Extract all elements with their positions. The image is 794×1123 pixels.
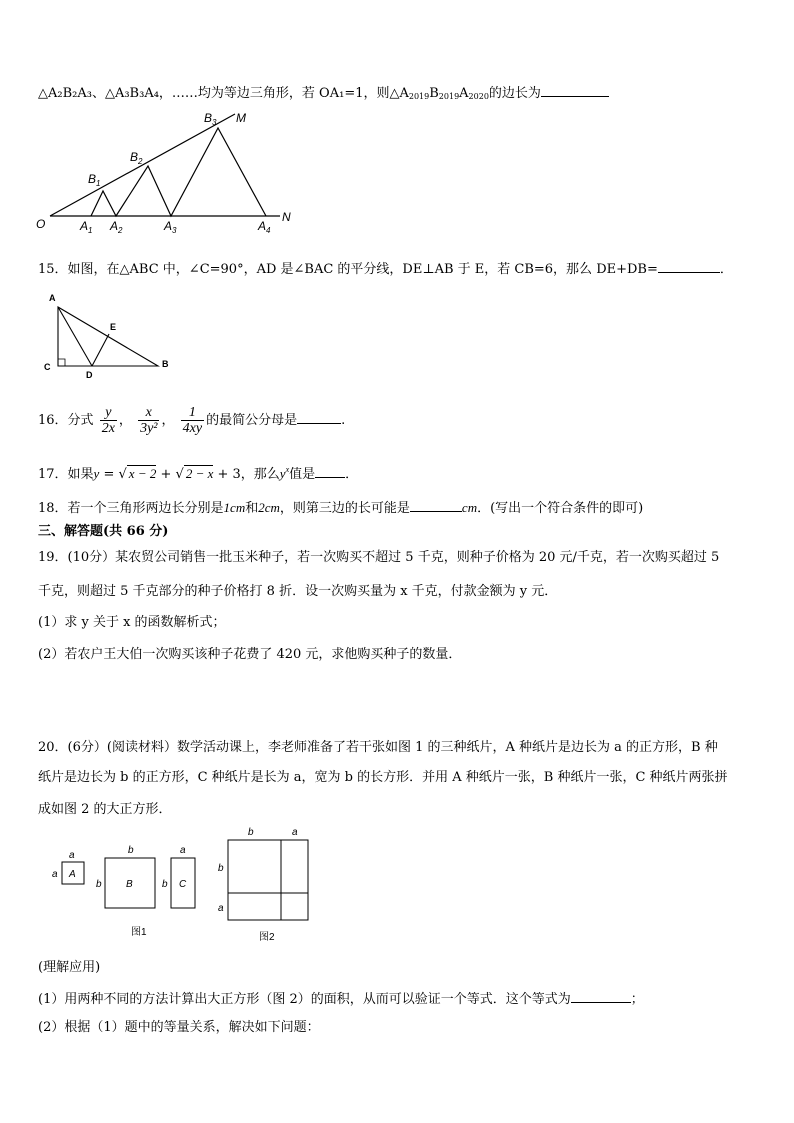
q15-answer-blank[interactable] <box>658 258 720 273</box>
fig2-top-a: a <box>292 827 298 838</box>
q20-part1-end: ； <box>630 992 644 1007</box>
q17-radicand2: 2 − x <box>185 466 214 481</box>
right-angle-mark <box>58 359 65 366</box>
tile-a-side-label: a <box>52 869 58 880</box>
q14-text-pre: △A₂B₂A₃、△A₃B₃A₄，……均为等边三角形，若 OA₁=1，则△A <box>38 86 409 101</box>
q20-part2: (2）根据（1）题中的等量关系，解决如下问题： <box>38 1020 320 1035</box>
q17-post: 值是 <box>289 467 316 482</box>
tile-b-top-label: b <box>128 845 134 856</box>
q17-text <box>38 460 358 485</box>
q17-end: ． <box>345 467 359 482</box>
fig2-top-b: b <box>248 827 254 838</box>
label-e: E <box>110 322 117 332</box>
q15-figure <box>40 290 180 380</box>
label-a: A <box>49 293 56 303</box>
label-b: B <box>162 359 169 369</box>
q18-post: ．(写出一个符合条件的即可) <box>477 501 644 516</box>
q20-part1 <box>38 988 644 1010</box>
tile-c-name: C <box>179 879 187 890</box>
label-b3-sub: 3 <box>212 118 217 127</box>
q16-frac3-num: 1 <box>188 405 196 420</box>
q17-sqrt1-icon: √ <box>118 467 127 482</box>
label-b3: B <box>204 111 213 125</box>
q18-answer-blank[interactable] <box>410 497 462 512</box>
q18-v1: 1cm <box>223 500 246 515</box>
label-a2-sub: 2 <box>118 226 123 235</box>
label-a4-sub: 4 <box>266 226 271 235</box>
q19-line2: 千克，则超过 5 千克部分的种子价格打 8 折．设一次购买量为 x 千克，付款金额为 y 元． <box>38 584 558 599</box>
label-b2-sub: 2 <box>138 157 143 166</box>
label-a3: A <box>164 219 173 233</box>
q18-and: 和 <box>245 501 259 516</box>
big-square <box>228 840 308 920</box>
fig2-side-b: b <box>218 863 224 874</box>
q16-frac1-den: 2x <box>101 421 115 436</box>
q18-unit: cm <box>461 500 478 515</box>
q15-text-main: 15．如图，在△ABC 中，∠C=90°，AD 是∠BAC 的平分线，DE⊥AB 于 E，若 CB=6，那么 DE+DB= <box>38 262 658 277</box>
q20-figure1 <box>45 840 215 945</box>
q18-v2: 2cm <box>258 500 280 515</box>
q17-yx-exp: x <box>285 465 290 474</box>
q15-text <box>38 258 733 280</box>
q17-y: y <box>93 466 100 481</box>
q16-frac3 <box>181 405 204 436</box>
q20-part1-text: (1）用两种不同的方法计算出大正方形（图 2）的面积，从而可以验证一个等式．这个等式为 <box>38 992 571 1007</box>
label-n: N <box>282 210 291 224</box>
q20-line3: 成如图 2 的大正方形． <box>38 802 172 817</box>
tile-c-side-label: b <box>162 879 168 890</box>
label-a1-sub: 1 <box>88 226 93 235</box>
segment-de <box>92 334 109 366</box>
q16-answer-blank[interactable] <box>297 409 341 424</box>
label-o: O <box>36 217 46 231</box>
q19-part2: (2）若农户王大伯一次购买该种子花费了 420 元，求他购买种子的数量． <box>38 647 462 662</box>
q14-figure <box>30 108 310 238</box>
q18-text <box>38 497 643 519</box>
q17-pre: 17．如果 <box>38 467 94 482</box>
triangle-chain <box>91 128 266 216</box>
label-d: D <box>86 370 93 380</box>
tile-a-top-label: a <box>69 850 75 861</box>
q16-post: 的最简公分母是 <box>206 413 298 428</box>
q16-sep1: ， <box>118 413 132 428</box>
section-3-title: 三、解答题(共 66 分) <box>38 524 169 539</box>
q20-apply: (理解应用) <box>38 960 101 975</box>
q14-answer-blank[interactable] <box>541 82 609 97</box>
label-a4: A <box>258 219 267 233</box>
q14-sub2: 2019 <box>438 92 460 101</box>
tile-c-top-label: a <box>180 845 186 856</box>
q16-frac2 <box>138 405 159 436</box>
q17-eq: = <box>99 467 119 482</box>
q16-frac2-num: x <box>145 405 152 420</box>
q14-sub3: 2020 <box>468 92 489 101</box>
label-a2: A <box>110 219 119 233</box>
q20-line2: 纸片是边长为 b 的正方形，C 种纸片是长为 a，宽为 b 的长方形．并用 A 种纸片一张，B 种纸片一张，C 种纸片两张拼 <box>38 770 728 785</box>
q19-part1: (1）求 y 关于 x 的函数解析式； <box>38 615 226 630</box>
q15-end: ． <box>719 262 733 277</box>
q18-pre: 18．若一个三角形两边长分别是 <box>38 501 224 516</box>
label-a1: A <box>80 219 89 233</box>
fig2-side-a: a <box>218 903 224 914</box>
q14-a: A <box>459 86 469 101</box>
tile-b-side-label: b <box>96 879 102 890</box>
q16-text <box>38 404 345 438</box>
q17-answer-blank[interactable] <box>315 463 345 478</box>
label-a3-sub: 3 <box>172 226 177 235</box>
q16-frac2-den: 3y² <box>140 421 158 436</box>
figure2-caption: 图2 <box>259 932 275 943</box>
q16-sep2: ， <box>161 413 175 428</box>
figure1-caption: 图1 <box>131 927 147 938</box>
q19-line1: 19．(10分）某农贸公司销售一批玉米种子，若一次购买不超过 5 千克，则种子价格为 20 元/千克，若一次购买超过 5 <box>38 550 720 565</box>
label-c: C <box>44 362 51 372</box>
q17-plus3: + 3，那么 <box>213 467 280 482</box>
q16-frac1 <box>100 405 117 436</box>
q16-pre: 16．分式 <box>38 413 94 428</box>
q14-text-post: 的边长为 <box>488 86 541 101</box>
q14-text <box>38 82 609 107</box>
q17-sqrt2-icon: √ <box>175 467 184 482</box>
tile-b-name: B <box>126 879 133 890</box>
ray-om <box>50 114 235 216</box>
q17-plus: + <box>156 467 176 482</box>
q20-line1: 20．(6分）(阅读材料）数学活动课上，李老师准备了若干张如图 1 的三种纸片，A 种纸片是边长为 a 的正方形，B 种 <box>38 740 718 755</box>
q17-yx: y <box>279 466 286 481</box>
label-m: M <box>236 111 246 125</box>
tile-a-name: A <box>69 869 76 880</box>
q14-b: B <box>429 86 439 101</box>
q17-radicand1: x − 2 <box>128 466 157 481</box>
q16-frac3-den: 4xy <box>182 421 203 436</box>
label-b1: B <box>88 172 97 186</box>
q20-answer-blank[interactable] <box>571 988 631 1003</box>
q20-figure2 <box>215 822 320 947</box>
label-b1-sub: 1 <box>96 179 101 188</box>
q16-end: . <box>341 413 346 428</box>
q14-sub1: 2019 <box>408 92 430 101</box>
q18-mid: ，则第三边的长可能是 <box>279 501 410 516</box>
q16-frac1-num: y <box>105 405 112 420</box>
label-b2: B <box>130 150 139 164</box>
segment-ad <box>58 307 92 366</box>
